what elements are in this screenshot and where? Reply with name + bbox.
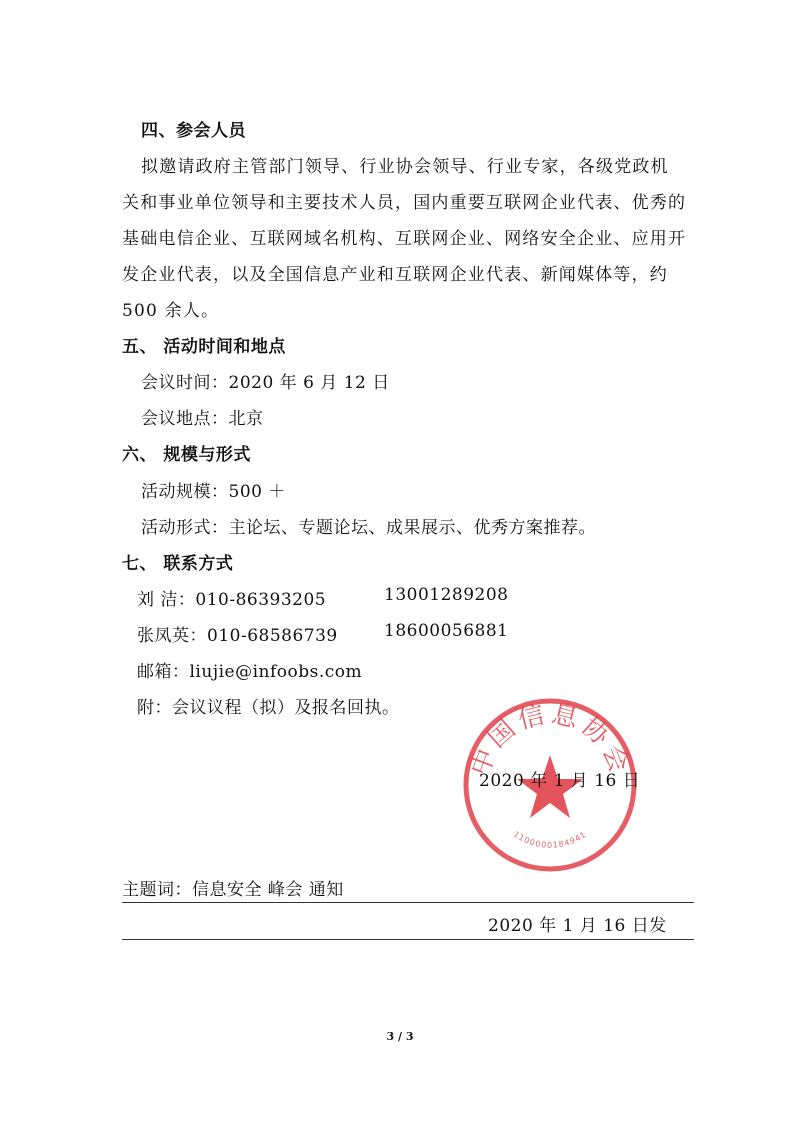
issue-date: 2020 年 1 月 16 日发 [488,916,667,936]
attendees-line-4: 发企业代表，以及全国信息产业和互联网企业代表、新闻媒体等，约 [122,265,668,285]
event-scale: 活动规模：500 ＋ [141,482,286,502]
attendees-line-3: 基础电信企业、互联网域名机构、互联网企业、网络安全企业、应用开 [122,229,687,249]
signature-date: 2020 年 1 月 16 日 [479,771,641,791]
meeting-place: 会议地点：北京 [141,409,264,429]
footer-rule-top [122,902,694,903]
contact-email: 邮箱：liujie@infoobs.com [137,662,363,682]
section-heading-attendees: 四、参会人员 [141,121,246,141]
contact-person-1: 刘 洁：010-86393205 [137,590,327,610]
meeting-time: 会议时间：2020 年 6 月 12 日 [141,373,390,393]
page-number: 3 / 3 [386,1030,414,1043]
seal-number: 1100000184941 [511,829,589,850]
attendees-line-5: 500 余人。 [122,301,220,321]
section-heading-time-place: 五、 活动时间和地点 [122,337,286,357]
section-heading-contact: 七、 联系方式 [122,554,234,574]
subject-keywords: 主题词：信息安全 峰会 通知 [122,880,344,900]
seal-text: 中国信息协会 [465,698,635,780]
event-form: 活动形式：主论坛、专题论坛、成果展示、优秀方案推荐。 [141,518,596,538]
contact-person-2: 张凤英：010-68586739 [137,626,338,646]
attachment-note: 附：会议议程（拟）及报名回执。 [137,698,400,718]
contact-mobile-1: 13001289208 [384,585,509,605]
section-heading-scale-form: 六、 规模与形式 [122,445,251,465]
attendees-line-1: 拟邀请政府主管部门领导、行业协会领导、行业专家，各级党政机 [141,157,669,177]
svg-text:1100000184941 [512,830,589,850]
footer-rule-bottom [122,939,694,940]
contact-mobile-2: 18600056881 [384,621,509,641]
attendees-line-2: 关和事业单位领导和主要技术人员，国内重要互联网企业代表、优秀的 [122,193,687,213]
